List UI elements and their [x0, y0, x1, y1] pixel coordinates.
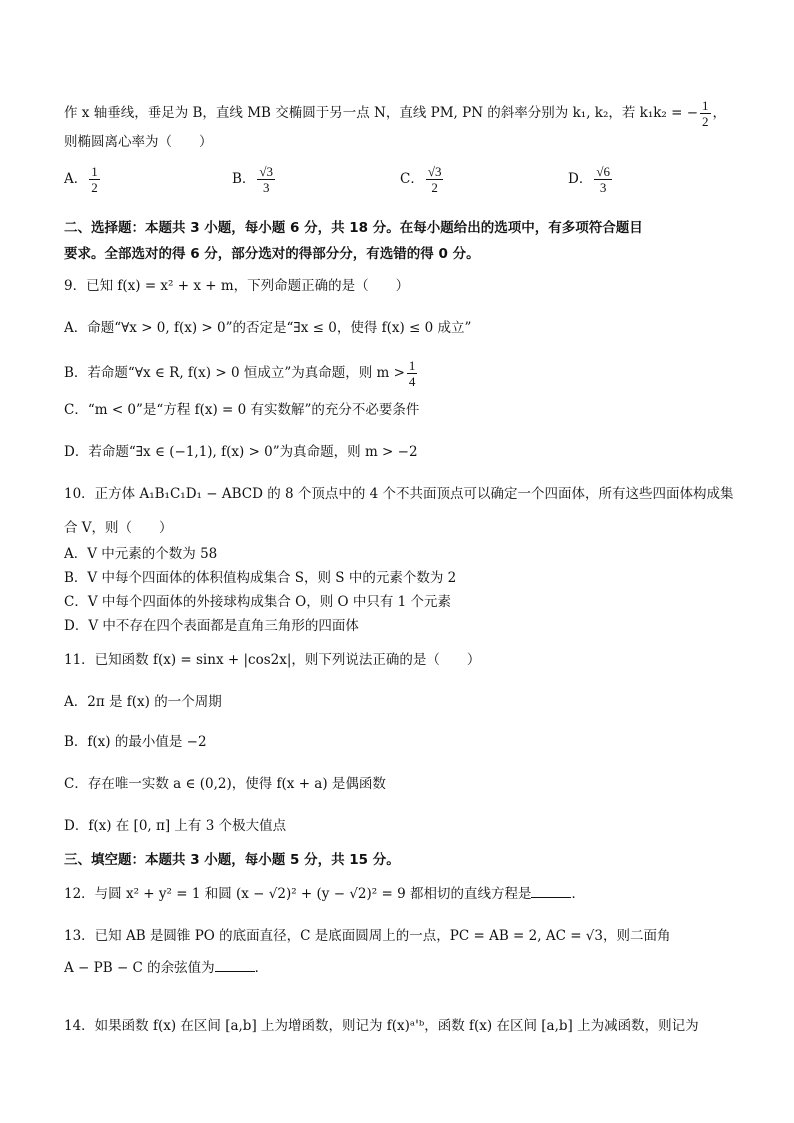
q13-stem-line2: A − PB − C 的余弦值为 ． [64, 960, 269, 976]
q10-option-d[interactable]: D．V 中不存在四个表面都是直角三角形的四面体 [64, 618, 359, 634]
section2-heading-line2: 要求。全部选对的得 6 分，部分选对的得部分分，有选错的得 0 分。 [64, 246, 480, 262]
q8-option-c[interactable]: C． $\frac{√3}{2}$ [400, 164, 442, 195]
q13-stem-line1: 13．已知 AB 是圆锥 PO 的底面直径，C 是底面圆周上的一点，PC = AB = 2, AC = √3，则二面角 [64, 928, 671, 944]
q9-option-c[interactable]: C．“m < 0”是“方程 f(x) = 0 有实数解”的充分不必要条件 [64, 402, 420, 418]
q9-stem: 9．已知 f(x) = x² + x + m，下列命题正确的是（ ） [64, 278, 410, 294]
q12-answer-blank[interactable] [531, 885, 571, 898]
q11-option-c[interactable]: C．存在唯一实数 a ∈ (0,2)，使得 f(x + a) 是偶函数 [64, 776, 386, 792]
q8-line2: 则椭圆离心率为（ ） [64, 134, 213, 150]
q8-option-a[interactable]: A． $\frac{1}{2}$ [64, 164, 98, 195]
q10-stem-line2: 合 V，则（ ） [64, 520, 173, 536]
q8-option-b[interactable]: B． $\frac{√3}{3}$ [232, 164, 274, 195]
q10-option-c[interactable]: C．V 中每个四面体的外接球构成集合 O，则 O 中只有 1 个元素 [64, 594, 452, 610]
q11-option-a[interactable]: A．2π 是 f(x) 的一个周期 [64, 694, 222, 710]
q11-option-d[interactable]: D．f(x) 在 [0, π] 上有 3 个极大值点 [64, 818, 287, 834]
q14-stem: 14．如果函数 f(x) 在区间 [a,b] 上为增函数，则记为 f(x)ᵃ'ᵇ，函数 f(x) 在区间 [a,b] 上为减函数，则记为 [64, 1018, 699, 1034]
q10-option-b[interactable]: B．V 中每个四面体的体积值构成集合 S，则 S 中的元素个数为 2 [64, 570, 457, 586]
section2-heading-line1: 二、选择题：本题共 3 小题，每小题 6 分，共 18 分。在每小题给出的选项中，有多项符合题目 [64, 220, 643, 236]
q10-stem-line1: 10．正方体 A₁B₁C₁D₁ − ABCD 的 8 个顶点中的 4 个不共面顶点可以确定一个四面体，所有这些四面体构成集 [64, 486, 734, 502]
section3-heading: 三、填空题：本题共 3 小题，每小题 5 分，共 15 分。 [64, 852, 400, 868]
q10-option-a[interactable]: A．V 中元素的个数为 58 [64, 546, 218, 562]
q8-line1: 作 x 轴垂线，垂足为 B，直线 MB 交椭圆于另一点 N，直线 PM, PN 的斜率分别为 k₁, k₂，若 k₁k₂ = − $\frac{1}{2}$ ， [64, 98, 727, 129]
q11-option-b[interactable]: B．f(x) 的最小值是 −2 [64, 734, 207, 750]
q8-option-d[interactable]: D． $\frac{√6}{3}$ [568, 164, 610, 195]
q9-b-fraction: $\frac{1}{4}$ [408, 358, 416, 389]
q8-line1-text: 作 x 轴垂线，垂足为 B，直线 MB 交椭圆于另一点 N，直线 PM, PN 的斜率分别为 k₁, k₂，若 k₁k₂ = − [64, 105, 699, 121]
q9-option-a[interactable]: A．命题“∀x > 0, f(x) > 0”的否定是“∃x ≤ 0，使得 f(x) ≤ 0 成立” [64, 320, 472, 336]
q11-stem: 11．已知函数 f(x) = sinx + |cos2x|，则下列说法正确的是（ ） [64, 652, 481, 668]
q9-option-b[interactable]: B．若命题“∀x ∈ R, f(x) > 0 恒成立”为真命题，则 m > $\frac{1}{4}$ [64, 358, 416, 389]
q8-fraction: $\frac{1}{2}$ [702, 98, 709, 129]
q13-answer-blank[interactable] [215, 959, 255, 972]
q12-stem: 12．与圆 x² + y² = 1 和圆 (x − √2)² + (y − √2)² = 9 都相切的直线方程是 ． [64, 886, 585, 902]
q9-option-d[interactable]: D．若命题“∃x ∈ (−1,1), f(x) > 0”为真命题，则 m > −2 [64, 444, 418, 460]
